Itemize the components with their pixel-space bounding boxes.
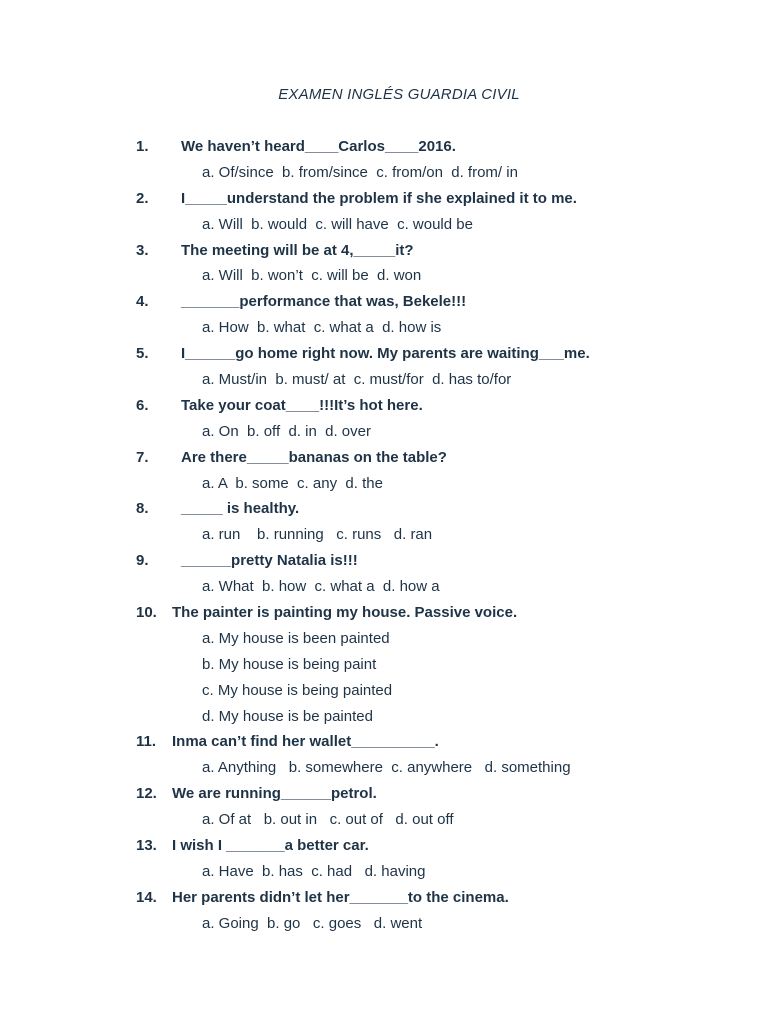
answer-options: [0, 628, 768, 654]
question-11: [0, 731, 768, 757]
answer-options: [0, 524, 768, 550]
question-list: [0, 136, 768, 939]
question-number: 3.: [136, 241, 149, 259]
answer-options: [0, 369, 768, 395]
question-text: We haven’t heard____Carlos____2016.: [181, 138, 456, 155]
answer-options: [0, 421, 768, 447]
option-text: b. My house is being paint: [202, 655, 377, 673]
question-number: 11.: [136, 733, 157, 751]
answer-options: [0, 265, 768, 291]
option-text: a. A b. some c. any d. the: [202, 474, 383, 492]
question-12: [0, 783, 768, 809]
answer-options: [0, 861, 768, 887]
answer-options: [0, 214, 768, 240]
option-text: a. On b. off d. in d. over: [202, 422, 371, 440]
question-text: Her parents didn’t let her_______to the cinema.: [172, 888, 509, 906]
question-text: The meeting will be at 4,_____it?: [181, 241, 414, 259]
option-text: a. Must/in b. must/ at c. must/for d. has to/for: [202, 371, 512, 389]
question-number: 2.: [136, 189, 149, 207]
option-text: a. Have b. has c. had d. having: [202, 862, 426, 880]
question-number: 5.: [136, 345, 149, 363]
answer-options: [0, 654, 768, 680]
option-text: a. run b. running c. runs d. ran: [202, 526, 433, 544]
question-text: I______go home right now. My parents are waiting___me.: [181, 345, 590, 363]
answer-options: [0, 706, 768, 732]
question-text: I wish I _______a better car.: [172, 837, 369, 855]
question-number: 7.: [136, 448, 149, 466]
question-text: Are there_____bananas on the table?: [181, 448, 447, 466]
question-text: The painter is painting my house. Passive voice.: [172, 604, 518, 622]
answer-options: [0, 162, 768, 188]
question-text: I_____understand the problem if she explained it to me.: [181, 189, 577, 207]
question-5: [0, 343, 768, 369]
question-number: 13.: [136, 837, 157, 855]
question-number: 9.: [136, 552, 149, 570]
question-10: [0, 602, 768, 628]
option-text: d. My house is be painted: [202, 707, 373, 725]
question-14: [0, 887, 768, 913]
question-number: 12.: [136, 785, 157, 803]
question-8: [0, 498, 768, 524]
option-text: a. How b. what c. what a d. how is: [202, 319, 442, 337]
question-7: [0, 447, 768, 473]
question-text: ______pretty Natalia is!!!: [181, 552, 358, 570]
question-13: [0, 835, 768, 861]
question-text: Take your coat____!!!It’s hot here.: [181, 396, 423, 414]
question-3: [0, 240, 768, 266]
question-number: 10.: [136, 604, 157, 622]
question-text: Inma can’t find her wallet__________.: [172, 733, 439, 751]
question-1: [0, 136, 768, 162]
answer-options: [0, 473, 768, 499]
question-2: [0, 188, 768, 214]
option-text: a. Will b. would c. will have c. would be: [202, 215, 473, 233]
option-text: a. Will b. won’t c. will be d. won: [202, 267, 422, 285]
question-number: 6.: [136, 396, 149, 414]
question-number: 4.: [136, 293, 149, 311]
option-text: a. Of at b. out in c. out of d. out off: [202, 811, 454, 829]
question-number: 8.: [136, 500, 149, 518]
page-title: EXAMEN INGLÉS GUARDIA CIVIL: [278, 86, 520, 103]
question-number: 14.: [136, 888, 157, 906]
question-9: [0, 550, 768, 576]
question-6: [0, 395, 768, 421]
question-number: 1.: [136, 138, 149, 155]
answer-options: [0, 757, 768, 783]
answer-options: [0, 576, 768, 602]
answer-options: [0, 913, 768, 939]
answer-options: [0, 809, 768, 835]
answer-options: [0, 317, 768, 343]
option-text: a. What b. how c. what a d. how a: [202, 578, 440, 596]
option-text: a. Of/since b. from/since c. from/on d. from/ in: [202, 163, 518, 181]
option-text: a. Going b. go c. goes d. went: [202, 914, 423, 932]
option-text: a. My house is been painted: [202, 629, 390, 647]
option-text: c. My house is being painted: [202, 681, 393, 699]
answer-options: [0, 680, 768, 706]
question-text: We are running______petrol.: [172, 785, 377, 803]
question-4: [0, 291, 768, 317]
option-text: a. Anything b. somewhere c. anywhere d. something: [202, 759, 571, 777]
question-text: _______performance that was, Bekele!!!: [181, 293, 467, 311]
question-text: _____ is healthy.: [181, 500, 300, 518]
